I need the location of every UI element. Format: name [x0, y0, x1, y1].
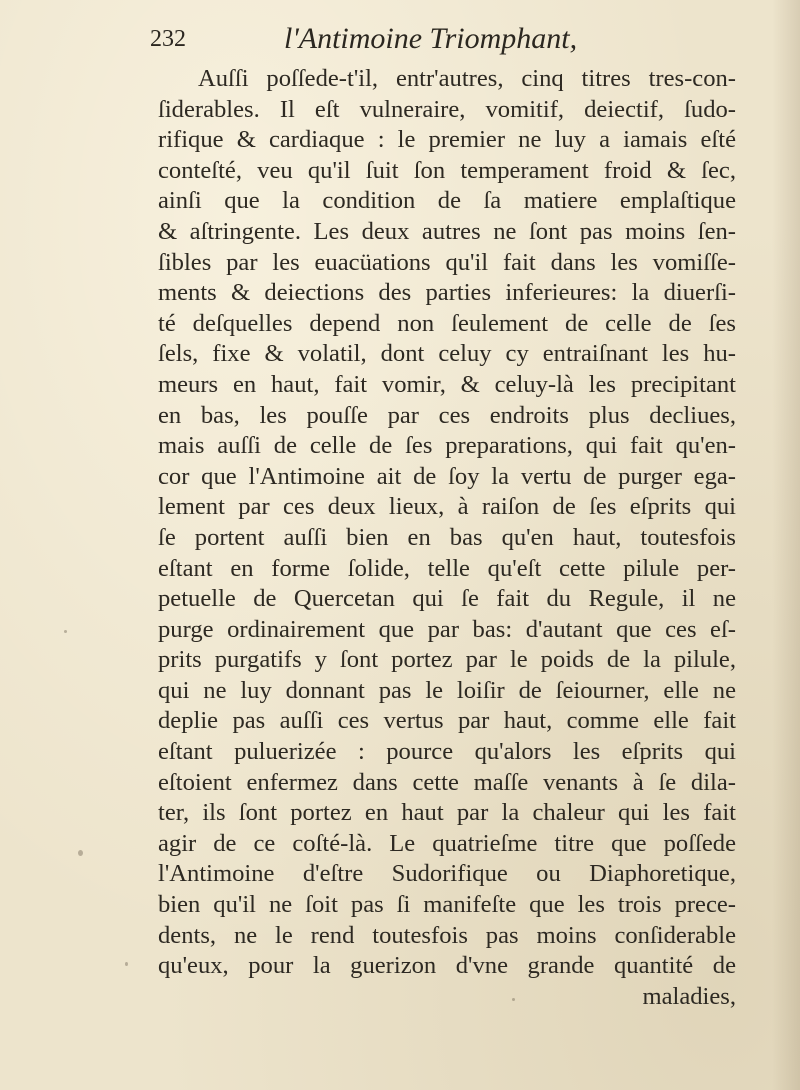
page-header [150, 22, 730, 62]
text-line: eſtant en forme ſolide, telle qu'eſt cette pilule per- [158, 554, 736, 582]
text-line: qu'eux, pour la guerizon d'vne grande quantité de [158, 952, 736, 980]
text-line: ments & deiections des parties inferieures: la diuerſi- [158, 279, 736, 307]
text-line: lement par ces deux lieux, à raiſon de ſes eſprits qui [158, 493, 736, 521]
text-line: deplie pas auſſi ces vertus par haut, comme elle fait [158, 707, 736, 735]
text-line: en bas, les pouſſe par ces endroits plus decliues, [158, 401, 736, 429]
text-line: qui ne luy donnant pas le loiſir de ſeiourner, elle ne [158, 676, 736, 704]
paper-speck [64, 630, 67, 633]
page-number: 232 [150, 26, 186, 52]
text-line: agir de ce coſté-là. Le quatrieſme titre que poſſede [158, 829, 736, 857]
text-line: mais auſſi de celle de ſes preparations, qui fait qu'en- [158, 432, 736, 460]
text-line: l'Antimoine d'eſtre Sudorifique ou Diaphoretique, [158, 860, 736, 888]
body-text [158, 64, 736, 1012]
text-line: conteſté, veu qu'il ſuit ſon temperament froid & ſec, [158, 156, 736, 184]
text-line: eſtant puluerizée : pource qu'alors les eſprits qui [158, 738, 736, 766]
running-title: l'Antimoine Triomphant, [284, 22, 578, 55]
paper-speck [78, 850, 83, 856]
text-line: Auſſi poſſede-t'il, entr'autres, cinq titres tres-con- [198, 65, 736, 92]
text-line: ſiderables. Il eſt vulneraire, vomitif, deiectif, ſudo- [158, 95, 736, 123]
text-line: prits purgatifs y ſont portez par le poids de la pilule, [158, 646, 736, 674]
text-line: ſe portent auſſi bien en bas qu'en haut, toutesfois [158, 523, 736, 551]
paper-speck [125, 962, 128, 966]
text-line: eſtoient enfermez dans cette maſſe venants à ſe dila- [158, 768, 736, 796]
text-line: bien qu'il ne ſoit pas ſi manifeſte que les trois prece- [158, 891, 736, 919]
text-line: ſels, fixe & volatil, dont celuy cy entraiſnant les hu- [158, 340, 736, 368]
text-line: rifique & cardiaque : le premier ne luy a iamais eſté [158, 126, 736, 154]
text-line: cor que l'Antimoine ait de ſoy la vertu de purger ega- [158, 462, 736, 490]
text-line: meurs en haut, fait vomir, & celuy-là les precipitant [158, 370, 736, 398]
text-line: té deſquelles depend non ſeulement de celle de ſes [158, 309, 736, 337]
text-line: & aſtringente. Les deux autres ne ſont pas moins ſen- [158, 217, 736, 245]
paper-speck [512, 998, 515, 1001]
catchword: maladies, [642, 982, 736, 1010]
page-edge-shadow [772, 0, 800, 1090]
text-line: ſibles par les euacüations qu'il fait dans les vomiſſe- [158, 248, 736, 276]
text-line: dents, ne le rend toutesfois pas moins conſiderable [158, 921, 736, 949]
text-line: petuelle de Quercetan qui ſe fait du Regule, il ne [158, 585, 736, 613]
text-line: ter, ils ſont portez en haut par la chaleur qui les fait [158, 799, 736, 827]
text-line: ainſi que la condition de ſa matiere emplaſtique [158, 187, 736, 215]
text-line: purge ordinairement que par bas: d'autant que ces eſ- [158, 615, 736, 643]
